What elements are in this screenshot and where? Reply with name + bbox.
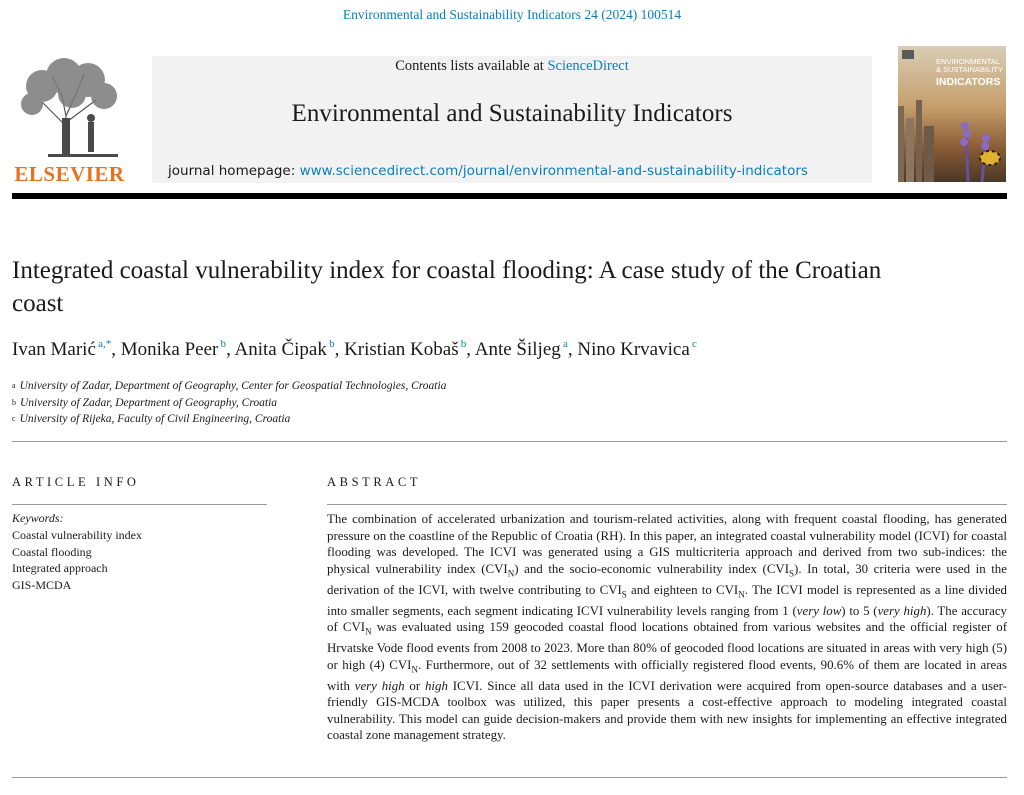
abstract-segment: N [365, 626, 372, 637]
sciencedirect-link[interactable]: ScienceDirect [547, 58, 629, 74]
abstract-segment: and eighteen to CVI [626, 582, 739, 597]
keyword-item: Coastal vulnerability index [12, 528, 142, 542]
author-affiliation-marker[interactable]: b [218, 338, 227, 350]
abstract-text [327, 511, 1007, 744]
journal-citation[interactable]: Environmental and Sustainability Indicators 24 (2024) 100514 [342, 7, 682, 22]
abstract-segment: was evaluated using 159 geocoded coastal flood locations obtained from various websites and the official register of Hrvatske Vode flood events from 2008 to 2023. More than 80% of geocoded flood locations are situated in areas with very high (5) or high (4) CVI [327, 620, 1007, 672]
affiliation-item [12, 395, 446, 412]
author-list: Ivan Marić $^{a,*}$, Monika Peer $^b$, Anita Čipak $^b$, Kristian Kobaš $^b$, Ante Šiljeg $^a$, Nino Krvavica $^c$ [12, 338, 697, 360]
abstract-segment: N [738, 589, 745, 600]
journal-title: Environmental and Sustainability Indicators [291, 100, 733, 127]
article-info-heading: ARTICLE INFO [12, 475, 140, 489]
author-affiliation-marker[interactable]: b [458, 338, 467, 350]
abstract-heading: ABSTRACT [327, 475, 422, 489]
abstract-segment: ). The accuracy of CVI [327, 603, 1007, 635]
elsevier-tree-icon [12, 56, 127, 160]
affiliation-label: b [12, 397, 16, 407]
affiliation-text: University of Zadar, Department of Geography, Croatia [20, 396, 278, 409]
author-name[interactable]: Nino Krvavica [577, 339, 690, 360]
affiliation-item [12, 411, 446, 428]
abstract-segment: very low [796, 603, 842, 618]
abstract-segment: . Furthermore, out of 32 settlements with officially registered flood events, 90.6% of them are located in areas with [327, 657, 1008, 693]
author-name[interactable]: Ante Šiljeg [474, 339, 561, 360]
author-name[interactable]: Anita Čipak [234, 339, 327, 360]
journal-cover[interactable] [898, 46, 1006, 182]
cover-title-line2: INDICATORS [936, 76, 1001, 88]
abstract-segment: very high [877, 603, 927, 618]
abstract-segment: high [424, 678, 448, 693]
abstract-divider [327, 504, 1007, 505]
abstract-segment: ) to 5 ( [841, 603, 878, 618]
elsevier-logo [12, 56, 127, 186]
abstract-segment: S [621, 589, 627, 600]
author-affiliation-marker[interactable]: a [560, 338, 568, 350]
abstract-segment: The combination of accelerated urbanization and tourism-related activities, along with frequent coastal flooding, has generated pressure on the coastline of the Republic of Croatia (RH). In this paper, an integrated coastal vulnerability model (ICVI) for coastal flooding was developed. The ICVI was generated using a GIS multicriteria approach and derived from two sub-indices: the physical vulnerability index (CVI [327, 512, 1007, 576]
affiliation-text: University of Rijeka, Faculty of Civil Engineering, Croatia [19, 413, 291, 425]
journal-masthead [152, 56, 872, 183]
abstract-segment: very high [354, 678, 405, 693]
affiliation-item [12, 378, 446, 395]
keyword-item: Coastal flooding [12, 544, 92, 559]
abstract-segment: . The ICVI model is represented as a line divided into smaller segments, each segment indicating ICVI vulnerability levels ranging from 1 ( [327, 582, 1007, 618]
keywords-label: Keywords: [12, 511, 64, 525]
author-affiliation-marker[interactable]: c [689, 338, 697, 350]
keyword-list [12, 527, 142, 593]
author-affiliation-marker[interactable]: b [326, 338, 335, 350]
section-divider [12, 441, 1007, 442]
affiliation-label: c [12, 414, 16, 423]
abstract-segment: N [507, 568, 515, 579]
journal-homepage: journal homepage: www.sciencedirect.com/journal/environmental-and-sustainability-indicators [168, 163, 808, 179]
affiliation-text: University of Zadar, Department of Geography, Center for Geospatial Technologies, Croatia [19, 380, 447, 392]
abstract-segment: ) and the socio-economic vulnerability index (CVI [514, 561, 790, 576]
author-name[interactable]: Ivan Marić [12, 339, 96, 360]
abstract-segment: ). In total, 30 criteria were used in the derivation of the ICVI, with twelve contributing to CVI [327, 561, 1007, 597]
author-name[interactable]: Kristian Kobaš [344, 339, 459, 360]
elsevier-mini-logo-icon [902, 50, 914, 59]
homepage-link[interactable]: www.sciencedirect.com/journal/environmental-and-sustainability-indicators [299, 163, 808, 179]
contents-line: Contents lists available at ScienceDirect [395, 58, 629, 74]
abstract-segment: N [411, 664, 418, 675]
affiliation-label: a [12, 381, 16, 390]
abstract-segment: S [789, 568, 795, 579]
abstract-segment: ICVI. Since all data used in the ICVI derivation were acquired from open-source databases and a user-friendly GIS-MCDA toolbox was utilized, this paper presents a cost-effective approach to modeling integrated coastal vulnerability. This model can guide decision-makers and provide them with new insights for implementing an effective integrated coastal zone management strategy. [327, 678, 1008, 743]
header-divider [12, 193, 1007, 199]
keyword-item: GIS-MCDA [12, 577, 72, 592]
keyword-item: Integrated approach [12, 561, 108, 575]
bottom-divider [12, 777, 1007, 778]
publisher-name: ELSEVIER [14, 162, 125, 186]
author-name[interactable]: Monika Peer [120, 339, 219, 360]
cover-title-line1: ENVIRONMENTAL & SUSTAINABILITY [936, 57, 1003, 74]
author-affiliation-marker[interactable]: a,* [95, 338, 112, 350]
abstract-segment: or [404, 678, 425, 693]
article-title: Integrated coastal vulnerability index for coastal flooding: A case study of the Croatian coast [12, 257, 882, 317]
article-info-divider [12, 504, 267, 505]
affiliation-list [12, 378, 446, 428]
